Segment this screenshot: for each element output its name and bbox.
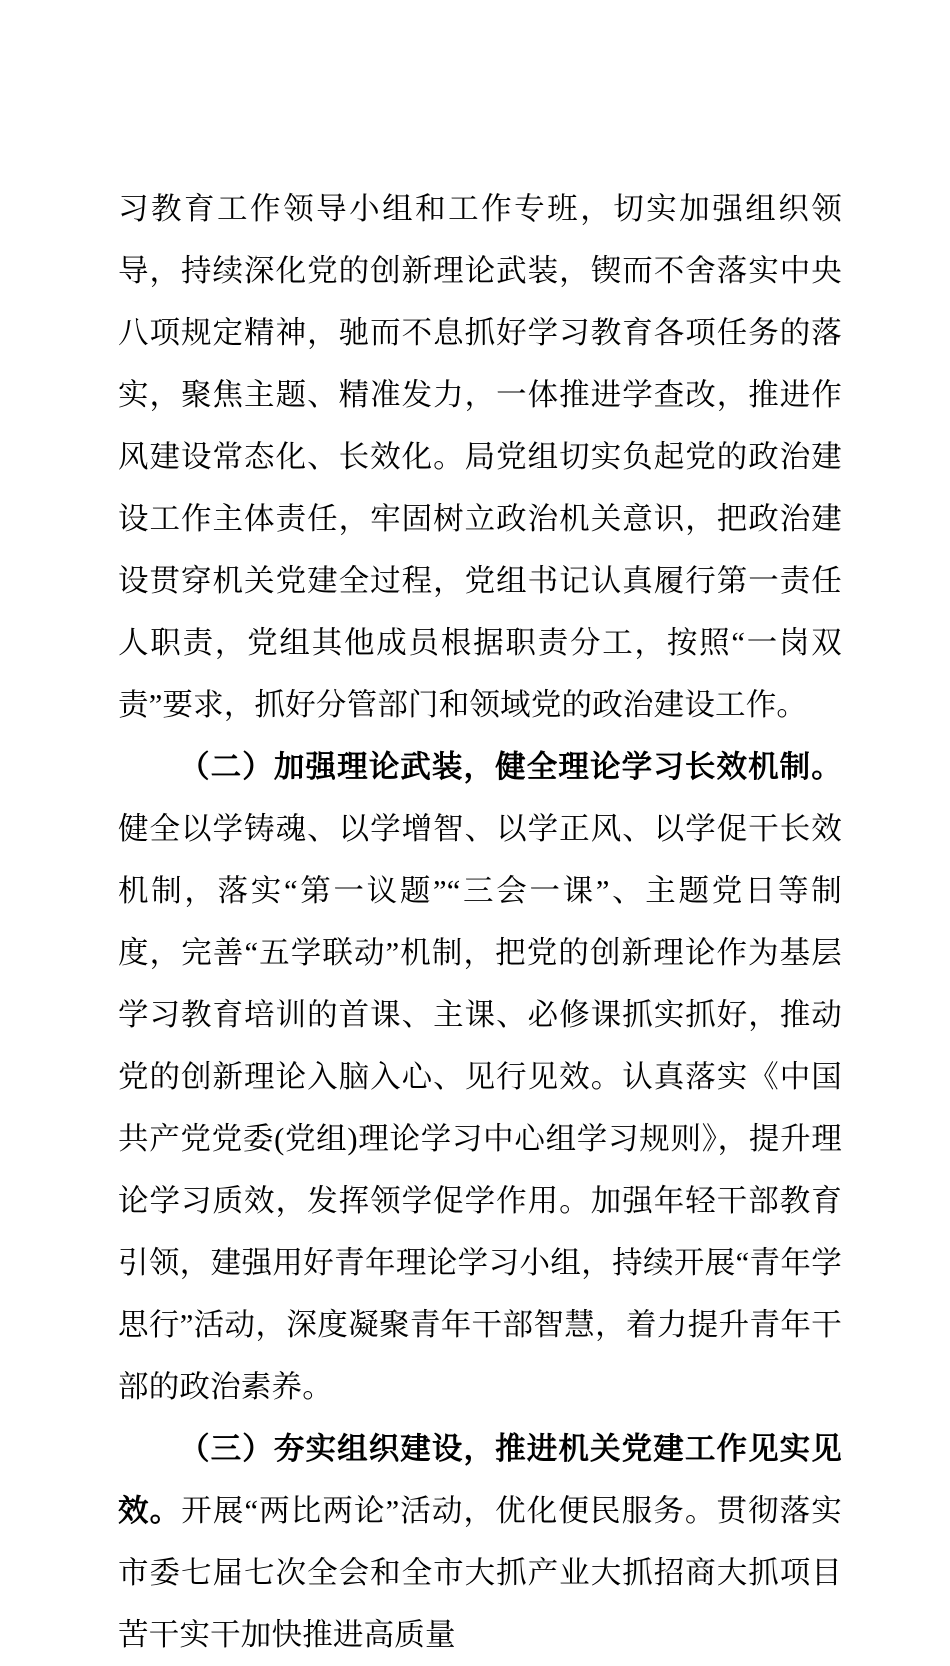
paragraph-text: 开展“两比两论”活动，优化便民服务。贯彻落实市委七届七次全会和全市大抓产业大抓招商大抓项目苦干实干加快推进高质量 [118, 1494, 842, 1652]
paragraph [118, 736, 842, 1418]
paragraph-text: 习教育工作领导小组和工作专班，切实加强组织领导，持续深化党的创新理论武装，锲而不舍落实中央八项规定精神，驰而不息抓好学习教育各项任务的落实，聚焦主题、精准发力，一体推进学查改，推进作风建设常态化、长效化。局党组切实负起党的政治建设工作主体责任，牢固树立政治机关意识，把政治建设贯穿机关党建全过程，党组书记认真履行第一责任人职责，党组其他成员根据职责分工，按照“一岗双责”要求，抓好分管部门和领域党的政治建设工作。 [118, 192, 842, 722]
paragraph-heading-run: （三）夯实组织建设，推进机关党建工作见实见效。 [118, 1432, 842, 1528]
paragraph-text: 健全以学铸魂、以学增智、以学正风、以学促干长效机制，落实“第一议题”“三会一课”、主题党日等制度，完善“五学联动”机制，把党的创新理论作为基层学习教育培训的首课、主课、必修课抓实抓好，推动党的创新理论入脑入心、见行见效。认真落实《中国共产党党委(党组)理论学习中心组学习规则》，提升理论学习质效，发挥领学促学作用。加强年轻干部教育引领，建强用好青年理论学习小组，持续开展“青年学思行”活动，深度凝聚青年干部智慧，着力提升青年干部的政治素养。 [118, 812, 842, 1404]
paragraph [118, 1418, 842, 1666]
paragraph [118, 178, 842, 736]
paragraph-heading-run: （二）加强理论武装，健全理论学习长效机制。 [179, 750, 842, 784]
document-body [118, 178, 842, 1666]
